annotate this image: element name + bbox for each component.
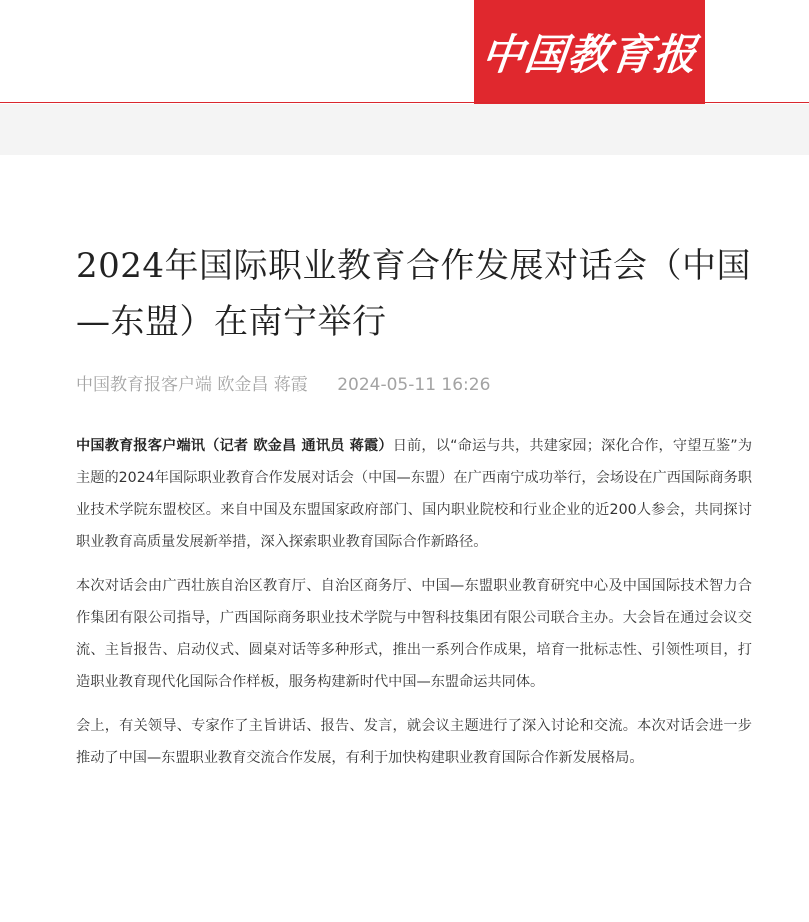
article-datetime: 2024-05-11 16:26: [337, 375, 491, 395]
header-divider: [0, 102, 809, 103]
paragraph-text: 日前，以“命运与共，共建家园；深化合作，守望互鉴”为主题的2024年国际职业教育合作发展对话会（中国—东盟）在广西南宁成功举行，会场设在广西国际商务职业技术学院东盟校区。来自中国及东盟国家政府部门、国内职业院校和行业企业的近200人参会，共同探讨职业教育高质量发展新举措，深入探索职业教育国际合作新路径。: [76, 438, 753, 550]
site-header: [0, 0, 809, 104]
article: [76, 238, 752, 786]
nav-band: [0, 104, 809, 155]
article-paragraph: 会上，有关领导、专家作了主旨讲话、报告、发言，就会议主题进行了深入讨论和交流。本次对话会进一步推动了中国—东盟职业教育交流合作发展，有利于加快构建职业教育国际合作新发展格局。: [76, 718, 752, 766]
site-logo[interactable]: [474, 0, 705, 104]
logo-text: 中国教育报: [479, 30, 700, 79]
article-paragraph: [76, 430, 752, 558]
article-title: 2024年国际职业教育合作发展对话会（中国—东盟）在南宁举行: [76, 246, 752, 342]
article-lead: 中国教育报客户端讯（记者 欧金昌 通讯员 蒋霞）: [76, 438, 393, 454]
article-meta: [76, 372, 752, 398]
article-paragraph: 本次对话会由广西壮族自治区教育厅、自治区商务厅、中国—东盟职业教育研究中心及中国国际技术智力合作集团有限公司指导，广西国际商务职业技术学院与中智科技集团有限公司联合主办。大会旨在通过会议交流、主旨报告、启动仪式、圆桌对话等多种形式，推出一系列合作成果，培育一批标志性、引领性项目，打造职业教育现代化国际合作样板，服务构建新时代中国—东盟命运共同体。: [76, 578, 752, 690]
article-body: [76, 430, 752, 774]
article-source: 中国教育报客户端 欧金昌 蒋霞: [76, 375, 308, 395]
